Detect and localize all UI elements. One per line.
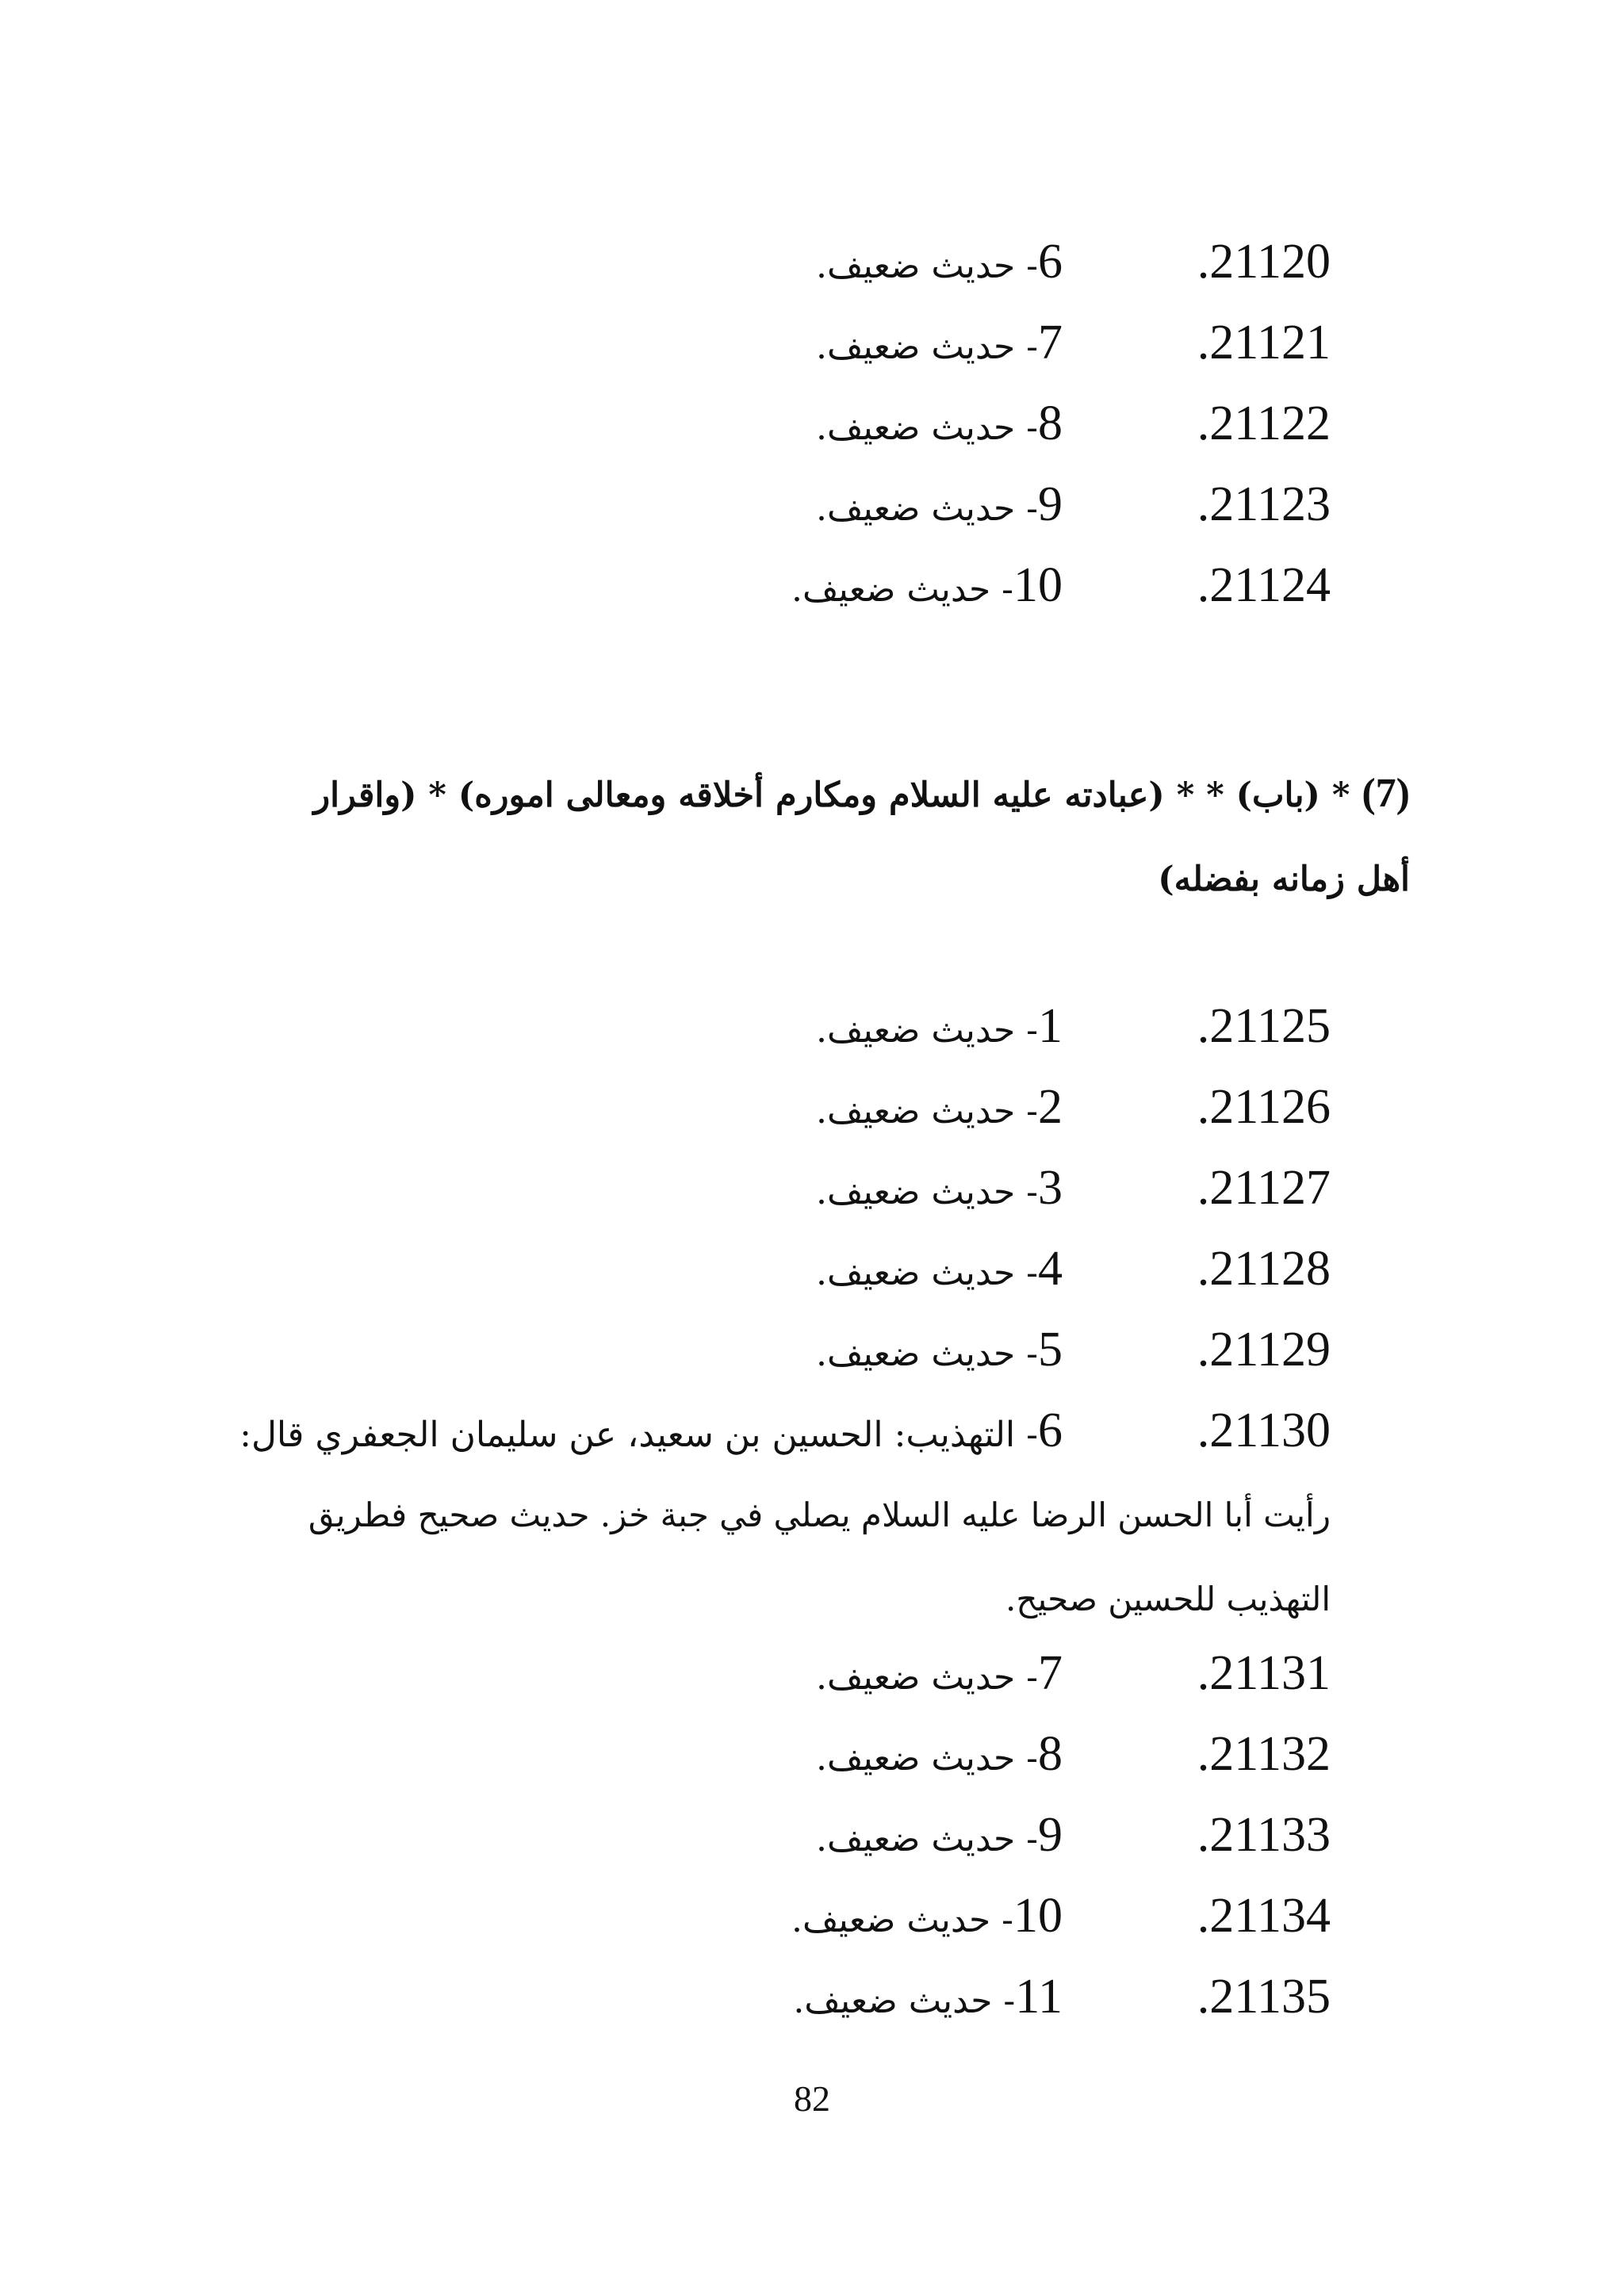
- item-grade: - حديث ضعيف.: [816, 1172, 1038, 1212]
- hadith-number: .21125: [1197, 999, 1331, 1053]
- hadith-text: [111, 1075, 1063, 1143]
- hadith-number: .21131: [1197, 1646, 1331, 1700]
- item-grade: - حديث ضعيف.: [816, 327, 1038, 367]
- item-grade: - حديث ضعيف.: [816, 1657, 1038, 1698]
- hadith-number: .21134: [1197, 1889, 1331, 1943]
- item-grade: - حديث ضعيف.: [793, 1981, 1016, 2021]
- hadith-text: [111, 230, 1063, 298]
- item-index: 9: [1038, 477, 1063, 531]
- hadith-entry: [0, 553, 1624, 617]
- hadith-number: .21122: [1197, 396, 1331, 450]
- hadith-number: .21128: [1197, 1242, 1331, 1296]
- item-index: 6: [1038, 235, 1063, 289]
- hadith-number: .21129: [1197, 1323, 1331, 1377]
- hadith-text: [111, 994, 1063, 1063]
- hadith-entry: [0, 311, 1624, 374]
- item-grade: - حديث ضعيف.: [816, 1819, 1038, 1859]
- hadith-text: [111, 1965, 1063, 2033]
- item-index: 10: [1013, 558, 1063, 612]
- hadith-number: .21126: [1197, 1080, 1331, 1134]
- item-index: 8: [1038, 1727, 1063, 1781]
- hadith-entry: [0, 1722, 1624, 1786]
- item-grade: - حديث ضعيف.: [816, 246, 1038, 286]
- hadith-number: .21135: [1197, 1970, 1331, 2024]
- hadith-entry: [0, 1156, 1624, 1220]
- hadith-entry: [0, 473, 1624, 536]
- item-index: 5: [1038, 1323, 1063, 1377]
- item-index: 7: [1038, 316, 1063, 370]
- hadith-entry: [0, 1803, 1624, 1867]
- item-grade: - حديث ضعيف.: [816, 408, 1038, 448]
- item-index: 6: [1038, 1404, 1063, 1457]
- hadith-entry: [0, 1237, 1624, 1300]
- hadith-entry: [0, 392, 1624, 455]
- hadith-number: .21133: [1197, 1808, 1331, 1862]
- hadith-text: [111, 1722, 1063, 1790]
- hadith-text: [111, 1156, 1063, 1224]
- hadith-entry: [0, 1318, 1624, 1381]
- item-index: 2: [1038, 1080, 1063, 1134]
- item-index: 8: [1038, 396, 1063, 450]
- hadith-text: [111, 1318, 1063, 1386]
- hadith-text: [111, 1399, 1063, 1467]
- hadith-text: [111, 473, 1063, 541]
- hadith-entry: [0, 1399, 1624, 1462]
- section-heading: [284, 752, 1410, 921]
- item-index: 3: [1038, 1161, 1063, 1215]
- hadith-text: [111, 392, 1063, 460]
- hadith-number: .21132: [1197, 1727, 1331, 1781]
- item-grade: - حديث ضعيف.: [816, 1091, 1038, 1132]
- continuation-line: التهذيب للحسين صحيح.: [1005, 1580, 1331, 1618]
- item-index: 1: [1038, 999, 1063, 1053]
- item-grade: - حديث ضعيف.: [816, 1738, 1038, 1779]
- item-index: 11: [1015, 1970, 1063, 2024]
- hadith-text: [111, 1237, 1063, 1305]
- item-grade: - حديث ضعيف.: [791, 569, 1013, 610]
- hadith-number: .21120: [1197, 235, 1331, 289]
- hadith-text: [111, 1803, 1063, 1871]
- item-grade: - حديث ضعيف.: [791, 1900, 1013, 1940]
- item-index: 9: [1038, 1808, 1063, 1862]
- item-index: 7: [1038, 1646, 1063, 1700]
- item-grade: - حديث ضعيف.: [816, 1253, 1038, 1293]
- hadith-text: [111, 311, 1063, 379]
- hadith-number: .21124: [1197, 558, 1331, 612]
- section-number: (7): [1362, 771, 1410, 816]
- item-index: 10: [1013, 1889, 1063, 1943]
- item-grade: - التهذيب: الحسين بن سعيد، عن سليمان الجعفري قال:: [239, 1415, 1038, 1455]
- hadith-number: .21121: [1197, 316, 1331, 370]
- hadith-number: .21130: [1197, 1404, 1331, 1457]
- hadith-text: [111, 1641, 1063, 1710]
- hadith-number: .21127: [1197, 1161, 1331, 1215]
- item-grade: - حديث ضعيف.: [816, 1010, 1038, 1051]
- item-grade: - حديث ضعيف.: [816, 488, 1038, 529]
- page-number: 82: [794, 2078, 830, 2119]
- hadith-text: [111, 553, 1063, 622]
- hadith-entry: [0, 994, 1624, 1058]
- item-index: 4: [1038, 1242, 1063, 1296]
- hadith-number: .21123: [1197, 477, 1331, 531]
- hadith-text: [111, 1884, 1063, 1952]
- continuation-line: رأيت أبا الحسن الرضا عليه السلام يصلي في جبة خز. حديث صحيح فطريق: [308, 1496, 1331, 1534]
- hadith-entry: [0, 1075, 1624, 1139]
- hadith-entry: [0, 1884, 1624, 1947]
- item-grade: - حديث ضعيف.: [816, 1334, 1038, 1374]
- hadith-continuation: [284, 1473, 1410, 1641]
- hadith-entry: [0, 1965, 1624, 2028]
- hadith-entry: [0, 1641, 1624, 1705]
- hadith-entry: [0, 230, 1624, 293]
- section-title: * (باب) * * (عبادته عليه السلام ومكارم أخلاقه ومعالى اموره) * (واقرار أهل زمانه بفضله): [313, 776, 1410, 899]
